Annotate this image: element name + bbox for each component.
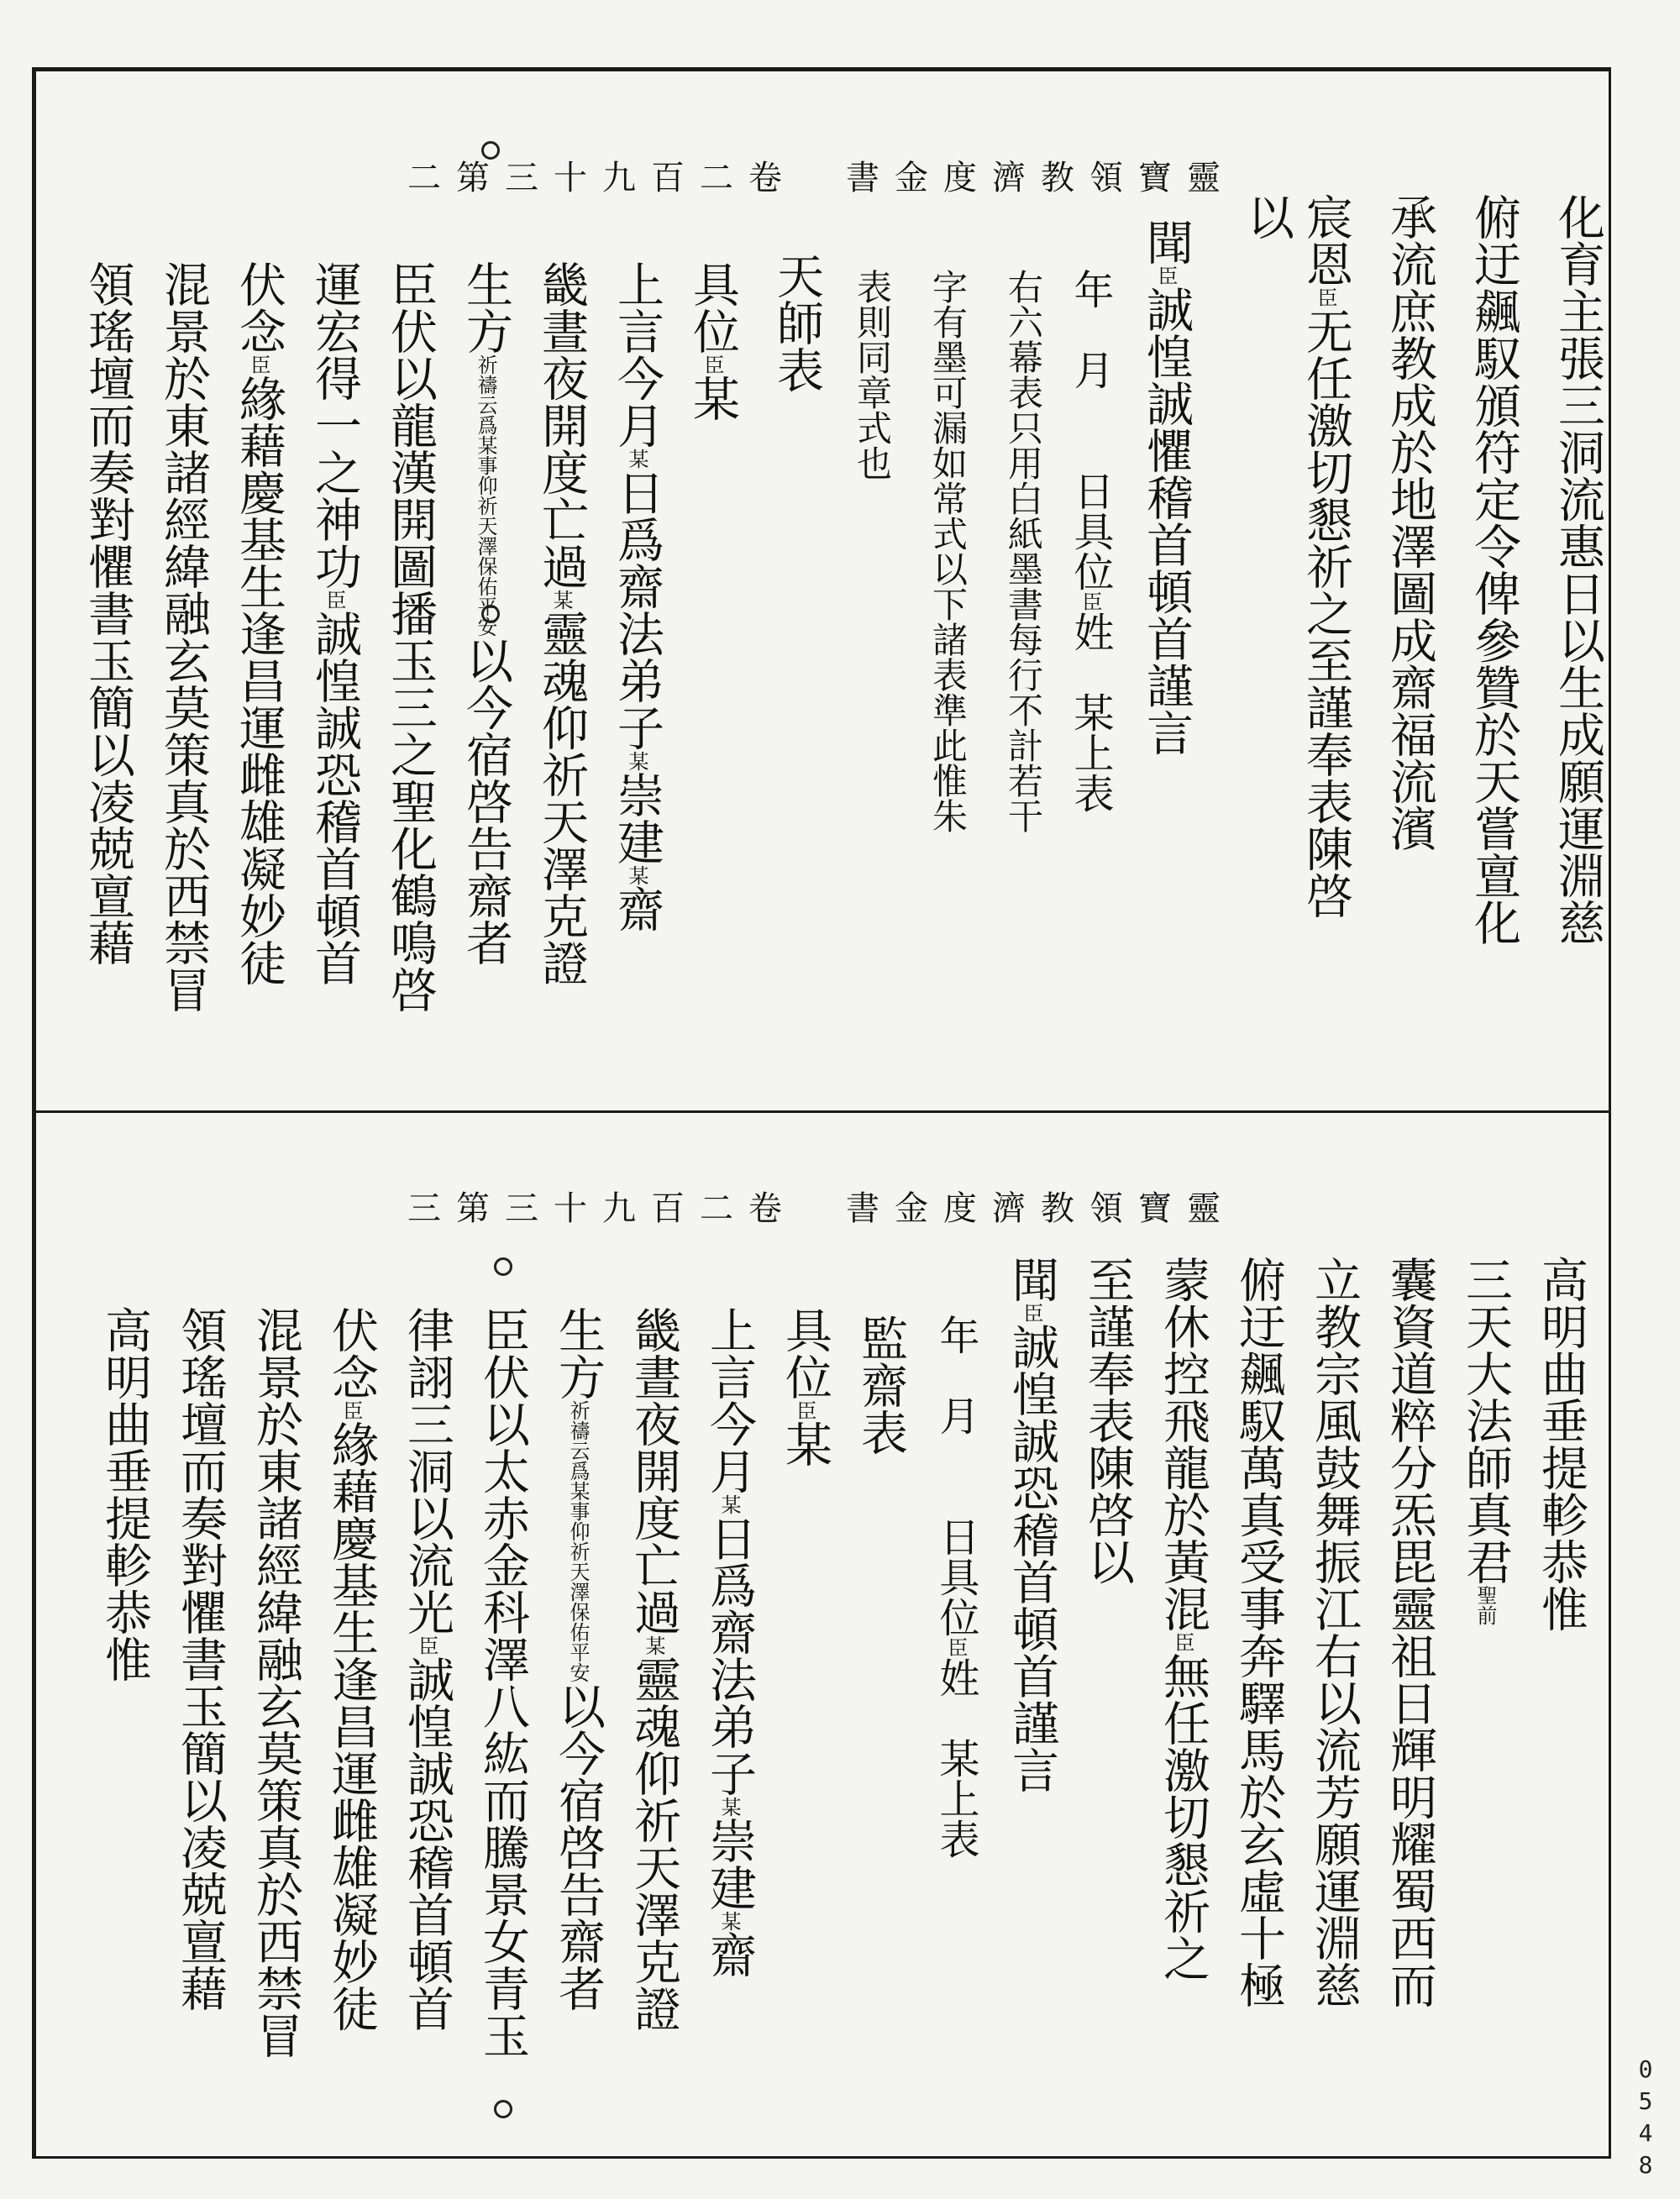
upper-col-10: 表則同章式也 (852, 269, 893, 480)
upper-col-11: 天師表 (769, 252, 824, 393)
lower-col-1: 高明曲垂提軫恭惟 (1534, 1256, 1588, 1632)
lower-col-12: 上言今月某日爲齋法弟子某崇建某齋 (702, 1306, 757, 1978)
lower-col-2: 三天大法師真君聖前 (1458, 1256, 1513, 1625)
upper-col-16: 臣伏以龍漢開圖播玉三之聖化鶴鳴啓 (383, 260, 438, 1013)
page-number: 0 5 4 8 (1638, 2055, 1653, 2179)
lower-col-9: 年 月 日具位臣姓 某上表 (932, 1315, 979, 1859)
upper-col-17: 運宏得一之神功臣誠惶誠恐稽首頓首 (307, 260, 362, 986)
lower-col-15: 臣伏以太赤金科澤八紘而騰景女青玉 (475, 1306, 530, 2059)
upper-col-7: 年 月 日具位臣姓 某上表 (1067, 269, 1114, 813)
lower-running-header (32, 1182, 1611, 1230)
upper-col-20: 領瑤壇而奏對懼書玉簡以凌兢亶藉 (81, 260, 135, 966)
upper-col-9: 字有墨可漏如常式以下諸表準此惟朱 (927, 269, 969, 833)
lower-col-5: 俯迂飆馭萬真受事奔驛馬於玄虛十極 (1231, 1256, 1286, 2008)
lower-col-7: 至謹奉表陳啓以 (1080, 1256, 1135, 1585)
lower-col-13: 畿晝夜開度亡過某靈魂仰祈天澤克證 (627, 1306, 681, 2032)
upper-page (32, 67, 1611, 1110)
lower-col-18: 混景於東諸經緯融玄莫策真於西禁冒 (249, 1306, 303, 2059)
upper-col-6: 聞臣誠惶誠懼稽首頓首謹言 (1139, 218, 1194, 756)
upper-col-5: 以 (1240, 193, 1294, 240)
upper-header-volume: 卷二百九十三第二 (407, 159, 797, 197)
lower-col-19: 領瑤壇而奏對懼書玉簡以凌兢亶藉 (173, 1306, 228, 2012)
lower-col-11: 具位臣某 (778, 1306, 832, 1467)
upper-col-2: 俯迂飆馭頒符定令俾參贊於天嘗亶化 (1467, 193, 1521, 946)
lower-col-8: 聞臣誠惶誠恐稽首頓首謹言 (1005, 1256, 1059, 1793)
upper-col-3: 承流庶教成於地澤圖成齋福流濱 (1383, 193, 1437, 852)
upper-col-4: 宸恩臣无任激切懇祈之至謹奉表陳啓 (1299, 193, 1353, 919)
lower-col-20: 高明曲垂提軫恭惟 (97, 1306, 152, 1682)
lower-col-17: 伏念臣緣藉慶基生逢昌運雌雄凝妙徒 (324, 1306, 379, 2032)
upper-col-12: 具位臣某 (685, 260, 740, 422)
upper-col-1: 化育主張三洞流惠日以生成願運淵慈 (1551, 193, 1605, 946)
lower-col-6: 蒙休控飛龍於黃混臣無任激切懇祈之 (1156, 1256, 1210, 1981)
lower-col-10: 監齋表 (853, 1315, 908, 1456)
upper-col-13: 上言今月某日爲齋法弟子某崇建某齋 (610, 260, 664, 932)
upper-col-8: 右六幕表只用白紙墨書每行不計若干 (1003, 269, 1044, 833)
lower-col-4: 立教宗風鼓舞振江右以流芳願運淵慈 (1307, 1256, 1362, 2008)
upper-col-18: 伏念臣緣藉慶基生逢昌運雌雄凝妙徒 (232, 260, 286, 986)
lower-page (32, 1113, 1611, 2159)
upper-col-19: 混景於東諸經緯融玄莫策真於西禁冒 (156, 260, 211, 1013)
lower-header-title: 靈寶領教濟度金書 (846, 1189, 1236, 1228)
lower-col-14: 生方祈禱云爲某事仰祈天澤保佑平安以今宿啓告齋者 (551, 1306, 606, 2012)
upper-col-15: 生方祈禱云爲某事仰祈天澤保佑平安以今宿啓告齋者 (459, 260, 513, 966)
lower-col-3: 囊資道粹分炁毘靈祖日輝明耀蜀西而 (1383, 1256, 1437, 2008)
upper-header-title: 靈寶領教濟度金書 (846, 159, 1236, 197)
upper-punch-hole-top (481, 141, 500, 160)
upper-running-header (32, 151, 1611, 199)
upper-col-14: 畿晝夜開度亡過某靈魂仰祈天澤克證 (534, 260, 589, 986)
lower-col-16: 律詡三洞以流光臣誠惶誠恐稽首頓首 (400, 1306, 454, 2032)
lower-header-volume: 卷二百九十三第三 (407, 1189, 797, 1228)
